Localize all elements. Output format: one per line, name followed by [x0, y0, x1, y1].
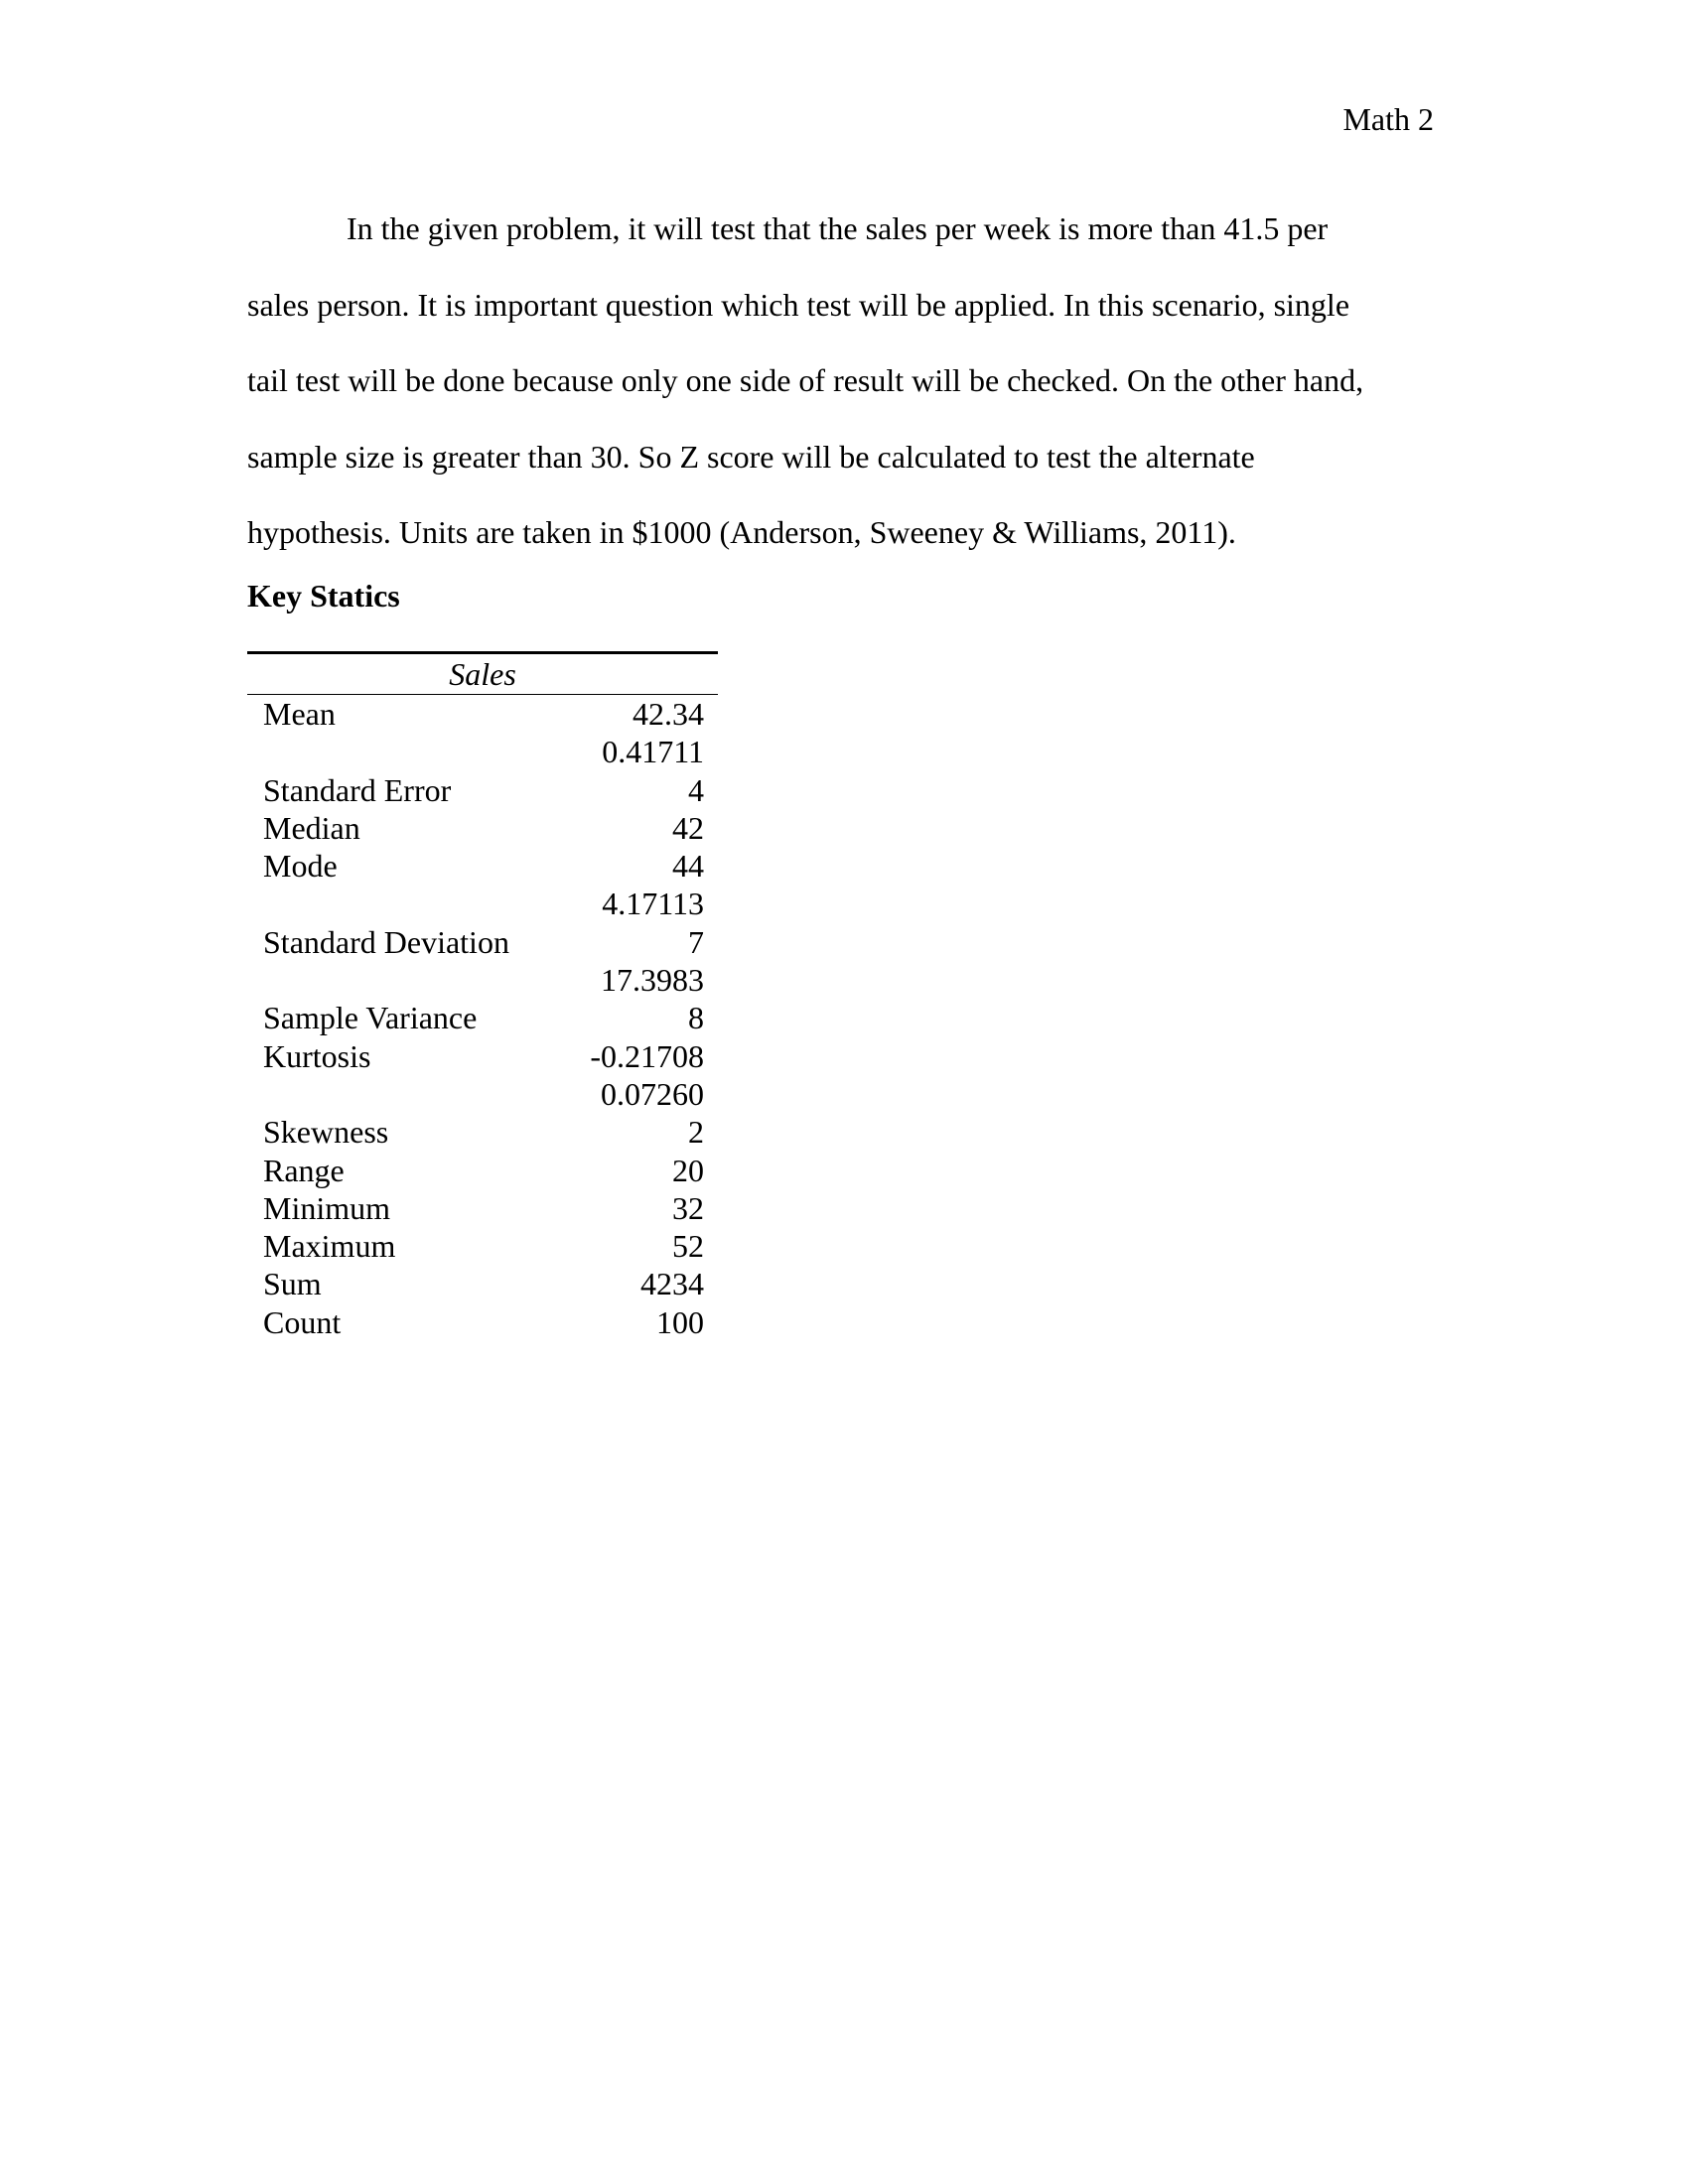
row-value: 42 [672, 809, 704, 846]
body-paragraph [247, 191, 1439, 571]
column-header: Sales [247, 653, 718, 695]
row-value: 4 [688, 771, 704, 808]
row-value: -0.21708 [590, 1037, 704, 1074]
row-label: Range [263, 1152, 345, 1188]
row-label: Sample Variance [263, 1000, 478, 1036]
row-label [247, 961, 564, 999]
row-label: Kurtosis [263, 1037, 371, 1074]
row-label: Mode [263, 848, 338, 885]
row-value: 0.41711 [602, 734, 704, 770]
row-label: Minimum [263, 1189, 391, 1226]
table-row [247, 733, 718, 770]
row-label: Skewness [263, 1114, 389, 1151]
table-row [247, 1113, 718, 1151]
table-row [247, 771, 718, 809]
table-row [247, 1265, 718, 1302]
row-label: Median [263, 809, 360, 846]
table-row [247, 1303, 718, 1341]
paragraph-line: sales person. It is important question which test will be applied. In this scenario, single [247, 286, 1350, 323]
row-label: Standard Deviation [263, 923, 509, 960]
row-value: 4234 [640, 1266, 704, 1302]
row-label: Sum [263, 1266, 322, 1302]
row-value: 32 [672, 1189, 704, 1226]
row-value: 100 [656, 1303, 704, 1340]
row-value: 20 [672, 1152, 704, 1188]
table-header-row [247, 653, 718, 695]
table-row [247, 885, 718, 922]
row-value: 44 [672, 848, 704, 885]
row-label: Standard Error [263, 771, 452, 808]
table-row [247, 1227, 718, 1265]
row-value: 52 [672, 1228, 704, 1265]
paragraph-line: hypothesis. Units are taken in $1000 (Anderson, Sweeney & Williams, 2011). [247, 514, 1236, 550]
row-label: Mean [263, 696, 336, 732]
row-value: 8 [688, 1000, 704, 1036]
table-row [247, 847, 718, 885]
row-value: 0.07260 [601, 1075, 704, 1112]
table-row [247, 923, 718, 961]
table-row [247, 695, 718, 734]
table-row [247, 999, 718, 1036]
section-heading: Key Statics [247, 578, 400, 614]
row-label [247, 733, 564, 770]
statistics-table [247, 651, 718, 1341]
table-row [247, 1152, 718, 1189]
row-value: 2 [688, 1114, 704, 1151]
row-label [247, 1075, 564, 1113]
row-value: 4.17113 [602, 886, 704, 922]
row-label [247, 885, 564, 922]
row-value: 42.34 [633, 696, 704, 732]
row-value: 17.3983 [601, 962, 704, 999]
table-row [247, 1189, 718, 1227]
paragraph-line: tail test will be done because only one side of result will be checked. On the other hand, [247, 362, 1364, 398]
running-head: Math 2 [1342, 101, 1434, 137]
row-label: Count [263, 1303, 342, 1340]
paragraph-line: sample size is greater than 30. So Z score will be calculated to test the alternate [247, 438, 1255, 475]
table-row [247, 961, 718, 999]
table-row [247, 1037, 718, 1075]
row-label: Maximum [263, 1228, 396, 1265]
table-row [247, 1075, 718, 1113]
table-row [247, 809, 718, 847]
paragraph-line: In the given problem, it will test that the sales per week is more than 41.5 per [347, 210, 1329, 246]
row-value: 7 [688, 923, 704, 960]
